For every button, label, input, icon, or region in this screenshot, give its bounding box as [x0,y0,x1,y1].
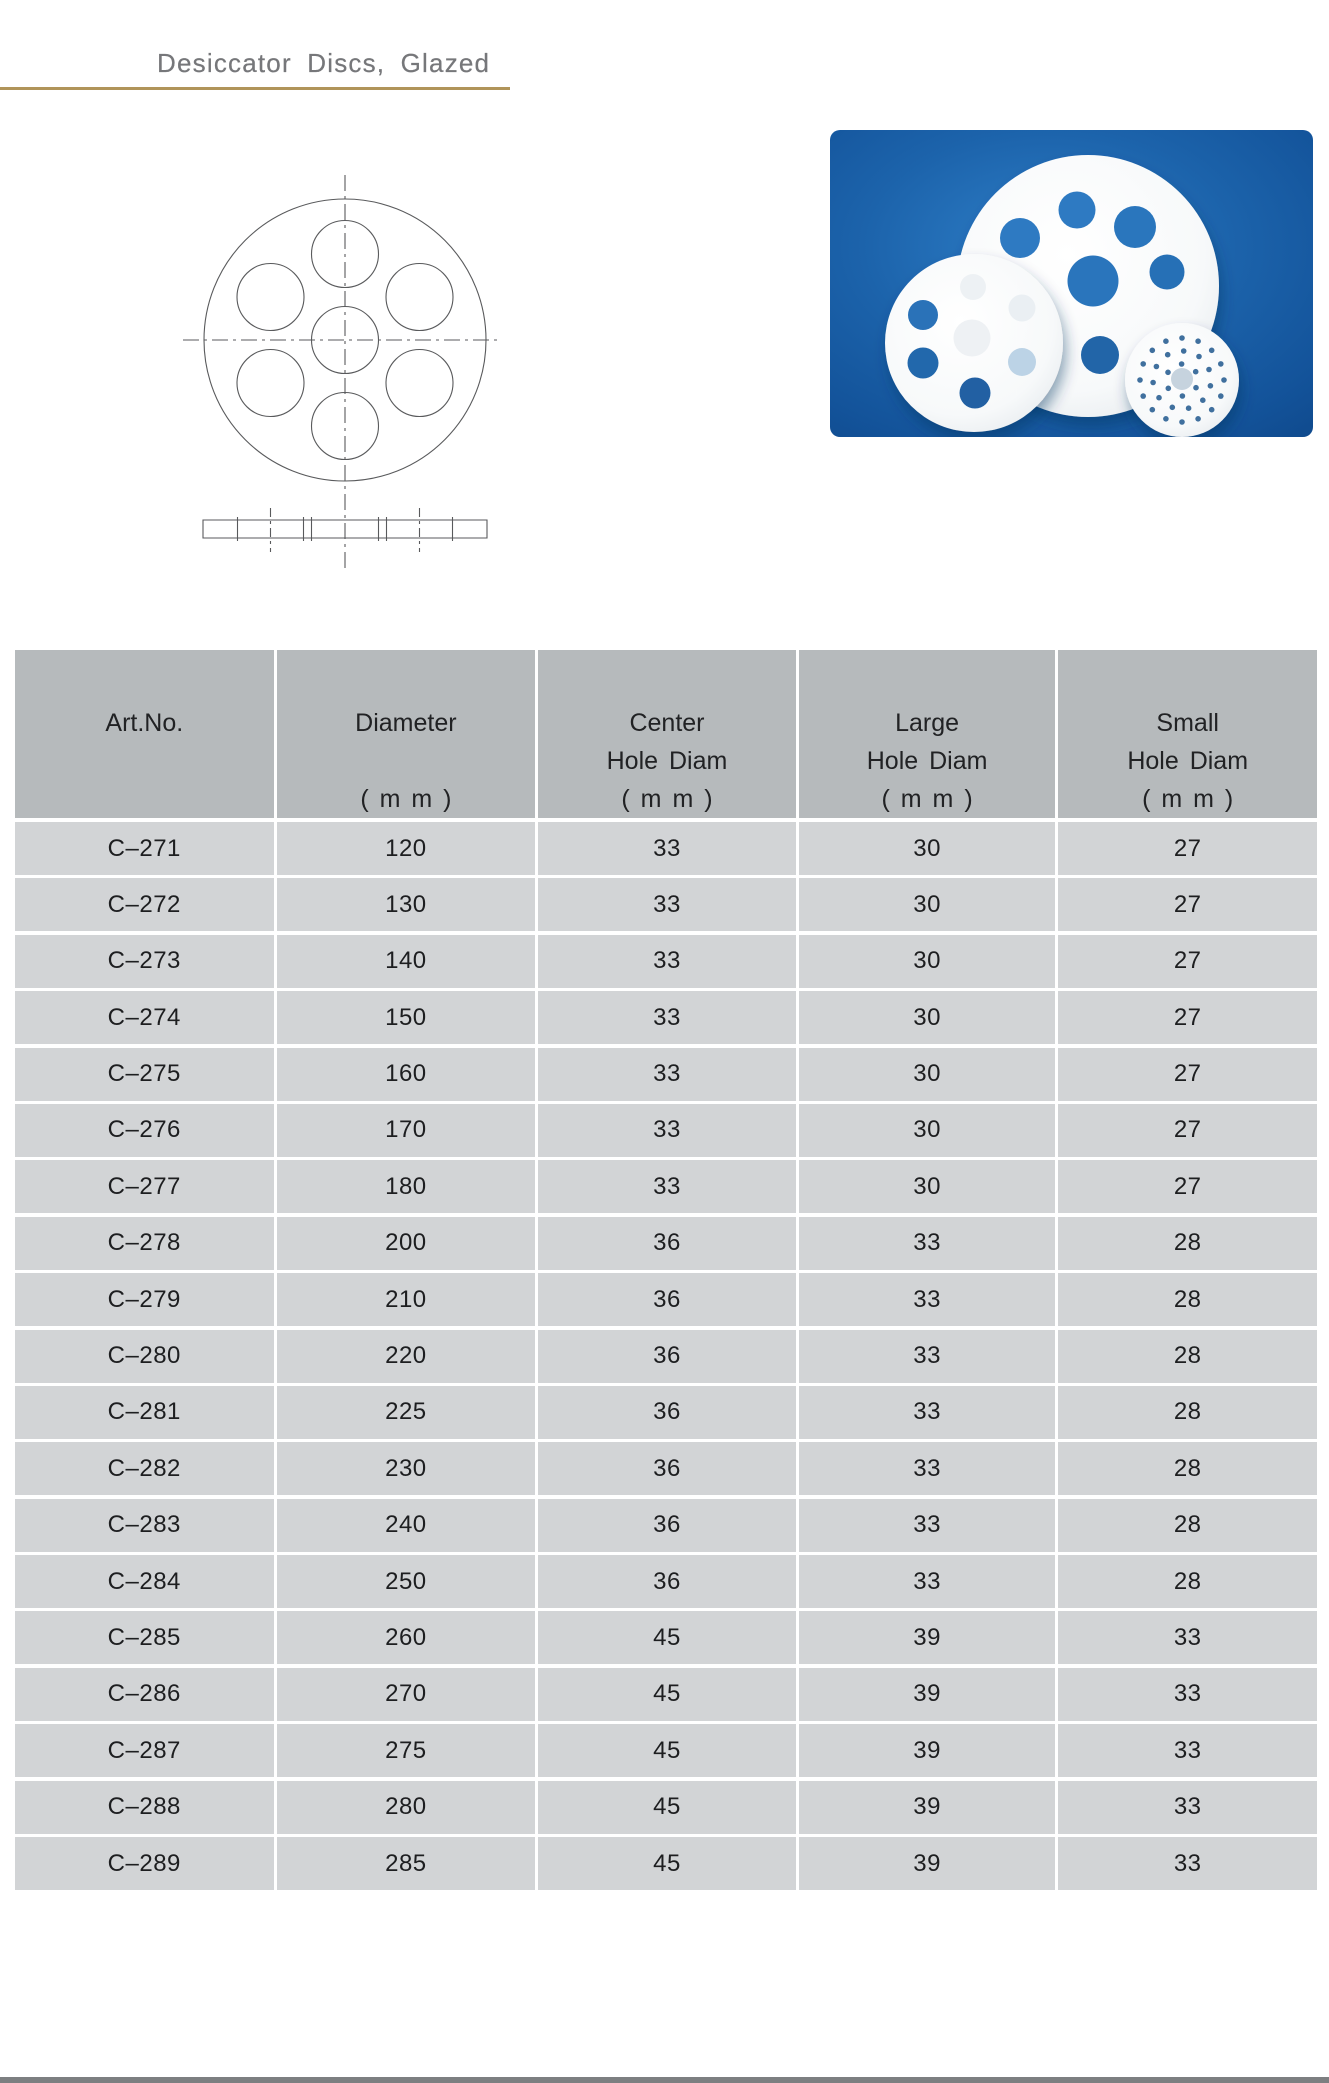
value-cell: 27 [1058,1048,1317,1101]
value-cell: 225 [277,1386,536,1439]
value-cell: 33 [538,1048,796,1101]
small-disc-perforation [1154,364,1160,370]
table-header-cell [1058,650,1317,818]
value-cell: 130 [277,878,536,931]
value-cell: 30 [799,822,1056,875]
value-cell: 30 [799,1048,1056,1101]
small-disc-perforation [1179,361,1185,367]
small-disc-perforation [1150,407,1156,413]
table-header-cell [15,650,274,818]
product-photo [830,130,1313,437]
value-cell: 28 [1058,1273,1317,1326]
value-cell: 39 [799,1611,1056,1664]
table-row [15,1386,1317,1439]
art-no-cell: C–289 [15,1837,274,1890]
small-disc-perforation [1186,405,1192,411]
value-cell: 30 [799,991,1056,1044]
small-disc-perforation [1150,380,1156,386]
table-row [15,1442,1317,1495]
table-header-line [139,780,150,818]
table-header-line: ( m m ) [360,785,452,813]
table-header-cell [277,650,536,818]
hole-upper-right [386,264,453,331]
value-cell: 27 [1058,822,1317,875]
value-cell: 240 [277,1499,536,1552]
small-disc-center-hole [1171,368,1193,390]
value-cell: 33 [799,1386,1056,1439]
table-header-line: Art.No. [105,709,184,737]
value-cell: 33 [538,1160,796,1213]
small-disc-perforation [1193,369,1199,375]
value-cell: 33 [538,991,796,1044]
art-no-cell: C–282 [15,1442,274,1495]
table-row [15,822,1317,875]
value-cell: 45 [538,1668,796,1721]
value-cell: 36 [538,1217,796,1270]
value-cell: 120 [277,822,536,875]
value-cell: 28 [1058,1330,1317,1383]
art-no-cell: C–283 [15,1499,274,1552]
table-row [15,1555,1317,1608]
value-cell: 230 [277,1442,536,1495]
art-no-cell: C–288 [15,1781,274,1834]
value-cell: 28 [1058,1555,1317,1608]
table-header-line: Diameter [355,709,457,737]
value-cell: 33 [799,1330,1056,1383]
spec-table [15,650,1317,1893]
table-header-cell [538,650,796,818]
value-cell: 39 [799,1837,1056,1890]
small-disc-perforation [1206,367,1212,373]
value-cell: 45 [538,1724,796,1777]
value-cell: 39 [799,1668,1056,1721]
table-row [15,1668,1317,1721]
value-cell: 33 [799,1442,1056,1495]
art-no-cell: C–277 [15,1160,274,1213]
value-cell: 250 [277,1555,536,1608]
value-cell: 30 [799,878,1056,931]
art-no-cell: C–273 [15,935,274,988]
table-row [15,1837,1317,1890]
value-cell: 27 [1058,935,1317,988]
table-header-line: Hole Diam [866,747,988,775]
small-disc-perforation [1196,354,1202,360]
medium-disc-hole [908,300,938,330]
table-row [15,1273,1317,1326]
art-no-cell: C–271 [15,822,274,875]
art-no-cell: C–272 [15,878,274,931]
value-cell: 260 [277,1611,536,1664]
value-cell: 160 [277,1048,536,1101]
art-no-cell: C–275 [15,1048,274,1101]
value-cell: 285 [277,1837,536,1890]
value-cell: 33 [1058,1724,1317,1777]
small-disc-perforation [1180,393,1186,399]
table-header-cell [799,650,1056,818]
table-row [15,1160,1317,1213]
small-disc-perforation [1156,395,1162,401]
small-disc-perforation [1193,385,1199,391]
page-title: Desiccator Discs, Glazed [157,48,491,78]
table-row [15,1104,1317,1157]
value-cell: 180 [277,1160,536,1213]
value-cell: 220 [277,1330,536,1383]
value-cell: 28 [1058,1442,1317,1495]
table-row [15,1217,1317,1270]
table-header-line: Large [895,709,960,737]
small-disc-perforation [1209,407,1215,413]
hole-lower-left [237,350,304,417]
medium-disc [885,254,1063,432]
small-disc-perforation [1195,338,1201,344]
value-cell: 200 [277,1217,536,1270]
table-header-line: Center [629,709,705,737]
small-disc-perforation [1179,335,1185,341]
table-header-line: Small [1156,709,1219,737]
small-disc-perforation [1163,338,1169,344]
small-disc-perforation [1208,383,1214,389]
value-cell: 33 [1058,1668,1317,1721]
art-no-cell: C–286 [15,1668,274,1721]
medium-disc-hole [1008,348,1036,376]
value-cell: 27 [1058,1160,1317,1213]
art-no-cell: C–285 [15,1611,274,1664]
small-disc-perforation [1166,386,1172,392]
table-header-line [400,742,411,780]
table-row [15,1781,1317,1834]
hole-upper-left [237,264,304,331]
large-disc-hole [1150,255,1185,290]
value-cell: 140 [277,935,536,988]
small-disc-perforation [1218,361,1224,367]
small-disc-perforation [1181,348,1187,354]
medium-disc-hole [960,378,991,409]
art-no-cell: C–281 [15,1386,274,1439]
small-disc-perforation [1163,416,1169,422]
value-cell: 28 [1058,1499,1317,1552]
medium-disc-hole [960,274,986,300]
value-cell: 210 [277,1273,536,1326]
value-cell: 33 [1058,1837,1317,1890]
disc-plan-view [183,175,498,572]
page-bottom-rule [0,2077,1329,2083]
large-disc-hole [1114,206,1156,248]
value-cell: 280 [277,1781,536,1834]
value-cell: 39 [799,1781,1056,1834]
value-cell: 30 [799,1104,1056,1157]
medium-disc-center-hole [954,320,991,357]
value-cell: 45 [538,1837,796,1890]
table-header-line [139,742,150,780]
value-cell: 33 [799,1555,1056,1608]
table-body [15,822,1317,1890]
art-no-cell: C–287 [15,1724,274,1777]
table-header [15,650,1317,818]
value-cell: 36 [538,1442,796,1495]
small-disc-perforation [1137,377,1143,383]
value-cell: 27 [1058,991,1317,1044]
value-cell: 270 [277,1668,536,1721]
art-no-cell: C–284 [15,1555,274,1608]
small-disc-perforation [1165,370,1171,376]
value-cell: 33 [538,822,796,875]
table-row [15,935,1317,988]
table-header-line: ( m m ) [1142,785,1234,813]
value-cell: 33 [799,1273,1056,1326]
small-disc-perforation [1221,377,1227,383]
table-row [15,1330,1317,1383]
value-cell: 150 [277,991,536,1044]
table-header-line: ( m m ) [881,785,973,813]
value-cell: 36 [538,1273,796,1326]
table-row [15,1499,1317,1552]
medium-disc-hole [1009,295,1036,322]
value-cell: 36 [538,1386,796,1439]
hole-lower-right [386,350,453,417]
value-cell: 28 [1058,1386,1317,1439]
small-disc [1125,323,1239,437]
value-cell: 36 [538,1330,796,1383]
value-cell: 33 [538,935,796,988]
value-cell: 45 [538,1611,796,1664]
title-underline [0,87,510,90]
value-cell: 27 [1058,1104,1317,1157]
medium-disc-hole [908,348,939,379]
value-cell: 170 [277,1104,536,1157]
small-disc-perforation [1209,348,1215,354]
value-cell: 28 [1058,1217,1317,1270]
art-no-cell: C–279 [15,1273,274,1326]
small-disc-perforation [1218,393,1224,399]
value-cell: 33 [538,1104,796,1157]
small-disc-perforation [1170,405,1176,411]
small-disc-perforation [1195,416,1201,422]
table-row [15,991,1317,1044]
table-header-line: Hole Diam [1127,747,1249,775]
value-cell: 33 [1058,1781,1317,1834]
small-disc-perforation [1140,393,1146,399]
value-cell: 30 [799,1160,1056,1213]
table-row [15,878,1317,931]
value-cell: 33 [799,1217,1056,1270]
small-disc-perforation [1165,352,1171,358]
art-no-cell: C–276 [15,1104,274,1157]
value-cell: 36 [538,1499,796,1552]
value-cell: 33 [799,1499,1056,1552]
table-header-line: Hole Diam [606,747,728,775]
art-no-cell: C–278 [15,1217,274,1270]
value-cell: 275 [277,1724,536,1777]
table-row [15,1724,1317,1777]
large-disc-hole [1000,218,1040,258]
table-row [15,1611,1317,1664]
value-cell: 36 [538,1555,796,1608]
value-cell: 27 [1058,878,1317,931]
small-disc-perforation [1200,397,1206,403]
value-cell: 30 [799,935,1056,988]
small-disc-perforation [1150,348,1156,354]
value-cell: 33 [1058,1611,1317,1664]
value-cell: 39 [799,1724,1056,1777]
table-row [15,1048,1317,1101]
large-disc-hole [1081,336,1119,374]
large-disc-hole [1059,192,1096,229]
small-disc-perforation [1140,361,1146,367]
large-disc-center-hole [1068,256,1119,307]
art-no-cell: C–280 [15,1330,274,1383]
value-cell: 45 [538,1781,796,1834]
small-disc-perforation [1179,419,1185,425]
value-cell: 33 [538,878,796,931]
table-header-line: ( m m ) [621,785,713,813]
art-no-cell: C–274 [15,991,274,1044]
technical-drawing [150,150,520,600]
